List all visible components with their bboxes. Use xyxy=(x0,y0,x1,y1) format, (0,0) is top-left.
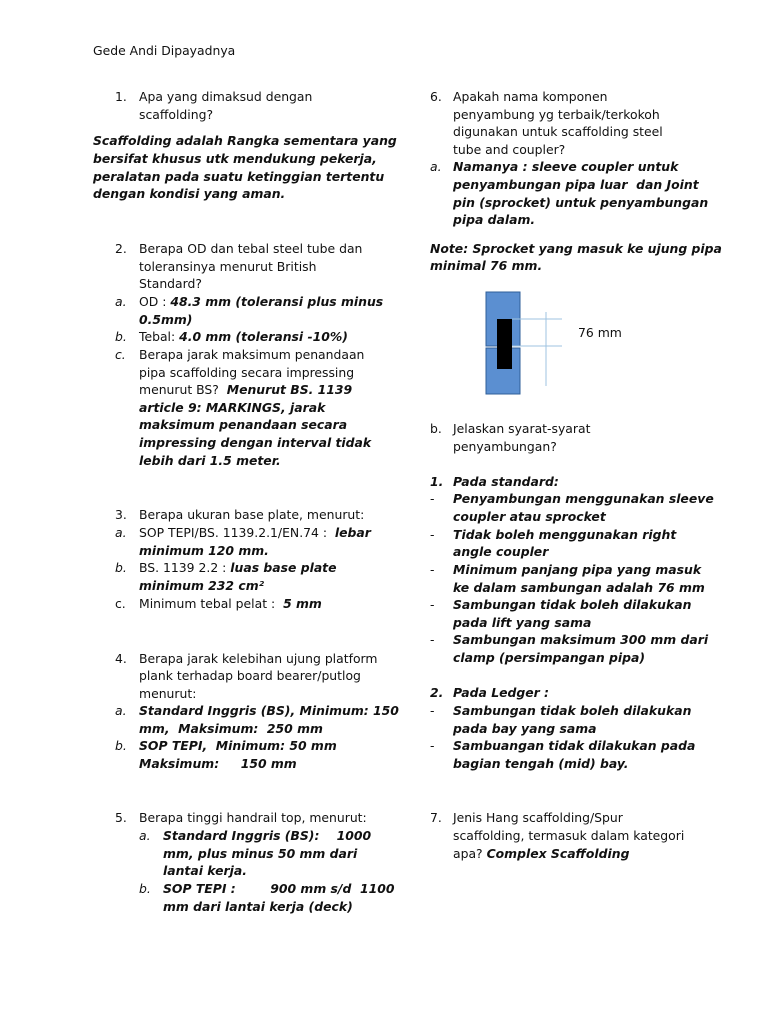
q3-b-value: luas base plate xyxy=(230,560,337,575)
q2-b-value: 4.0 mm (toleransi -10%) xyxy=(179,329,348,344)
q2-question-line: Standard? xyxy=(139,276,202,291)
q4-a-marker: a. xyxy=(115,703,127,718)
q7-answer: Complex Scaffolding xyxy=(486,846,630,861)
q5-a-line: mm, plus minus 50 mm dari xyxy=(163,846,358,861)
q1-number: 1. xyxy=(115,89,127,104)
q1-answer-line: peralatan pada suatu ketinggian tertentu xyxy=(93,169,385,184)
q2-question-line: Berapa OD dan tebal steel tube dan xyxy=(139,241,363,256)
ledger-marker: 2. xyxy=(430,685,444,700)
q7-question-line xyxy=(453,845,629,863)
q5-b-marker: b. xyxy=(139,881,151,896)
q3-question: Berapa ukuran base plate, menurut: xyxy=(139,507,365,522)
q2-c-line xyxy=(139,381,352,399)
dash-bullet: - xyxy=(430,562,435,577)
q6-b-marker: b. xyxy=(430,421,442,436)
q1-answer-line: bersifat khusus utk mendukung pekerja, xyxy=(93,151,377,166)
q5-a-line: Standard Inggris (BS): 1000 xyxy=(163,828,372,843)
q6-a-line: penyambungan pipa luar dan Joint xyxy=(453,177,699,192)
standard-item-line: Minimum panjang pipa yang masuk xyxy=(453,562,702,577)
q2-c-line: pipa scaffolding secara impressing xyxy=(139,365,355,380)
q3-a-line xyxy=(139,524,371,542)
q4-b-marker: b. xyxy=(115,738,127,753)
q2-a-value: 48.3 mm (toleransi plus minus xyxy=(170,294,384,309)
author-name: Gede Andi Dipayadnya xyxy=(93,43,236,58)
ledger-item-line: bagian tengah (mid) bay. xyxy=(453,756,629,771)
q7-question-tail: apa? xyxy=(453,846,487,861)
joint-pin xyxy=(497,319,512,369)
standard-item-line: Sambungan maksimum 300 mm dari xyxy=(453,632,709,647)
standard-item-line: pada lift yang sama xyxy=(453,615,592,630)
q4-number: 4. xyxy=(115,651,127,666)
q6-a-marker: a. xyxy=(430,159,442,174)
q3-c-value: 5 mm xyxy=(283,596,322,611)
note-line: minimal 76 mm. xyxy=(430,258,543,273)
q2-number: 2. xyxy=(115,241,127,256)
q3-b-line xyxy=(139,559,337,577)
q2-a-label: OD : xyxy=(139,294,171,309)
q3-a-marker: a. xyxy=(115,525,127,540)
diagram-dimension-label: 76 mm xyxy=(578,325,622,340)
q5-question: Berapa tinggi handrail top, menurut: xyxy=(139,810,367,825)
q3-b-value-cont: minimum 232 cm² xyxy=(139,578,265,593)
q4-b-line: SOP TEPI, Minimum: 50 mm xyxy=(139,738,337,753)
q2-question-line: toleransinya menurut British xyxy=(139,259,317,274)
q3-b-label: BS. 1139 2.2 : xyxy=(139,560,231,575)
q6-question-line: penyambung yg terbaik/terkokoh xyxy=(453,107,660,122)
q1-question-line: scaffolding? xyxy=(139,107,214,122)
dash-bullet: - xyxy=(430,703,435,718)
q3-number: 3. xyxy=(115,507,127,522)
q2-c-italic-line: article 9: MARKINGS, jarak xyxy=(139,400,326,415)
sprocket-diagram xyxy=(480,288,640,398)
q5-number: 5. xyxy=(115,810,127,825)
standard-item-line: Penyambungan menggunakan sleeve xyxy=(453,491,714,506)
standard-item-line: ke dalam sambungan adalah 76 mm xyxy=(453,580,705,595)
q2-b-label: Tebal: xyxy=(139,329,180,344)
q6-a-line: Namanya : sleeve coupler untuk xyxy=(453,159,679,174)
q2-c-italic-line: maksimum penandaan secara xyxy=(139,417,348,432)
ledger-item-line: Sambuangan tidak dilakukan pada xyxy=(453,738,696,753)
note-line: Note: Sprocket yang masuk ke ujung pipa xyxy=(430,241,722,256)
q3-c-marker: c. xyxy=(115,596,126,611)
q7-number: 7. xyxy=(430,810,442,825)
q4-a-line: mm, Maksimum: 250 mm xyxy=(139,721,323,736)
standard-title: Pada standard: xyxy=(453,474,559,489)
q2-c-line: Berapa jarak maksimum penandaan xyxy=(139,347,365,362)
standard-item-line: Tidak boleh menggunakan right xyxy=(453,527,677,542)
q6-question-line: digunakan untuk scaffolding steel xyxy=(453,124,663,139)
q6-question-line: tube and coupler? xyxy=(453,142,566,157)
q4-question-line: plank terhadap board bearer/putlog xyxy=(139,668,361,683)
q7-question-line: scaffolding, termasuk dalam kategori xyxy=(453,828,685,843)
q5-b-line: SOP TEPI : 900 mm s/d 1100 xyxy=(163,881,395,896)
q2-b-line xyxy=(139,328,348,346)
q3-a-value: lebar xyxy=(334,525,371,540)
q2-a-line xyxy=(139,293,383,311)
q3-b-marker: b. xyxy=(115,560,127,575)
q3-c-line xyxy=(139,595,322,613)
q3-c-label: Minimum tebal pelat : xyxy=(139,596,284,611)
ledger-title: Pada Ledger : xyxy=(453,685,550,700)
q6-a-line: pipa dalam. xyxy=(453,212,536,227)
q2-c-plain: menurut BS? xyxy=(139,382,227,397)
standard-item-line: coupler atau sprocket xyxy=(453,509,606,524)
q5-a-marker: a. xyxy=(139,828,151,843)
q2-a-marker: a. xyxy=(115,294,127,309)
dash-bullet: - xyxy=(430,632,435,647)
standard-item-line: Sambungan tidak boleh dilakukan xyxy=(453,597,692,612)
q4-a-line: Standard Inggris (BS), Minimum: 150 xyxy=(139,703,399,718)
q2-c-italic-line: lebih dari 1.5 meter. xyxy=(139,453,281,468)
q2-c-italic-line: impressing dengan interval tidak xyxy=(139,435,372,450)
ledger-item-line: pada bay yang sama xyxy=(453,721,597,736)
q7-question-line: Jenis Hang scaffolding/Spur xyxy=(453,810,623,825)
q1-question-line: Apa yang dimaksud dengan xyxy=(139,89,313,104)
standard-item-line: clamp (persimpangan pipa) xyxy=(453,650,646,665)
q1-answer-line: Scaffolding adalah Rangka sementara yang xyxy=(93,133,397,148)
q2-b-marker: b. xyxy=(115,329,127,344)
q5-a-line: lantai kerja. xyxy=(163,863,247,878)
ledger-item-line: Sambungan tidak boleh dilakukan xyxy=(453,703,692,718)
q6-b-line: penyambungan? xyxy=(453,439,557,454)
q2-a-value-cont: 0.5mm) xyxy=(139,312,193,327)
dash-bullet: - xyxy=(430,738,435,753)
q3-a-value-cont: minimum 120 mm. xyxy=(139,543,269,558)
standard-marker: 1. xyxy=(430,474,444,489)
standard-item-line: angle coupler xyxy=(453,544,549,559)
dash-bullet: - xyxy=(430,597,435,612)
q1-answer-line: dengan kondisi yang aman. xyxy=(93,186,286,201)
dash-bullet: - xyxy=(430,491,435,506)
q6-a-line: pin (sprocket) untuk penyambungan xyxy=(453,195,709,210)
q5-b-line: mm dari lantai kerja (deck) xyxy=(163,899,353,914)
q6-question-line: Apakah nama komponen xyxy=(453,89,608,104)
q4-b-line: Maksimum: 150 mm xyxy=(139,756,297,771)
q4-question-line: menurut: xyxy=(139,686,197,701)
q6-b-line: Jelaskan syarat-syarat xyxy=(453,421,591,436)
q4-question-line: Berapa jarak kelebihan ujung platform xyxy=(139,651,378,666)
dash-bullet: - xyxy=(430,527,435,542)
q6-number: 6. xyxy=(430,89,442,104)
q2-c-marker: c. xyxy=(115,347,126,362)
q3-a-label: SOP TEPI/BS. 1139.2.1/EN.74 : xyxy=(139,525,335,540)
q2-c-italic: Menurut BS. 1139 xyxy=(226,382,353,397)
